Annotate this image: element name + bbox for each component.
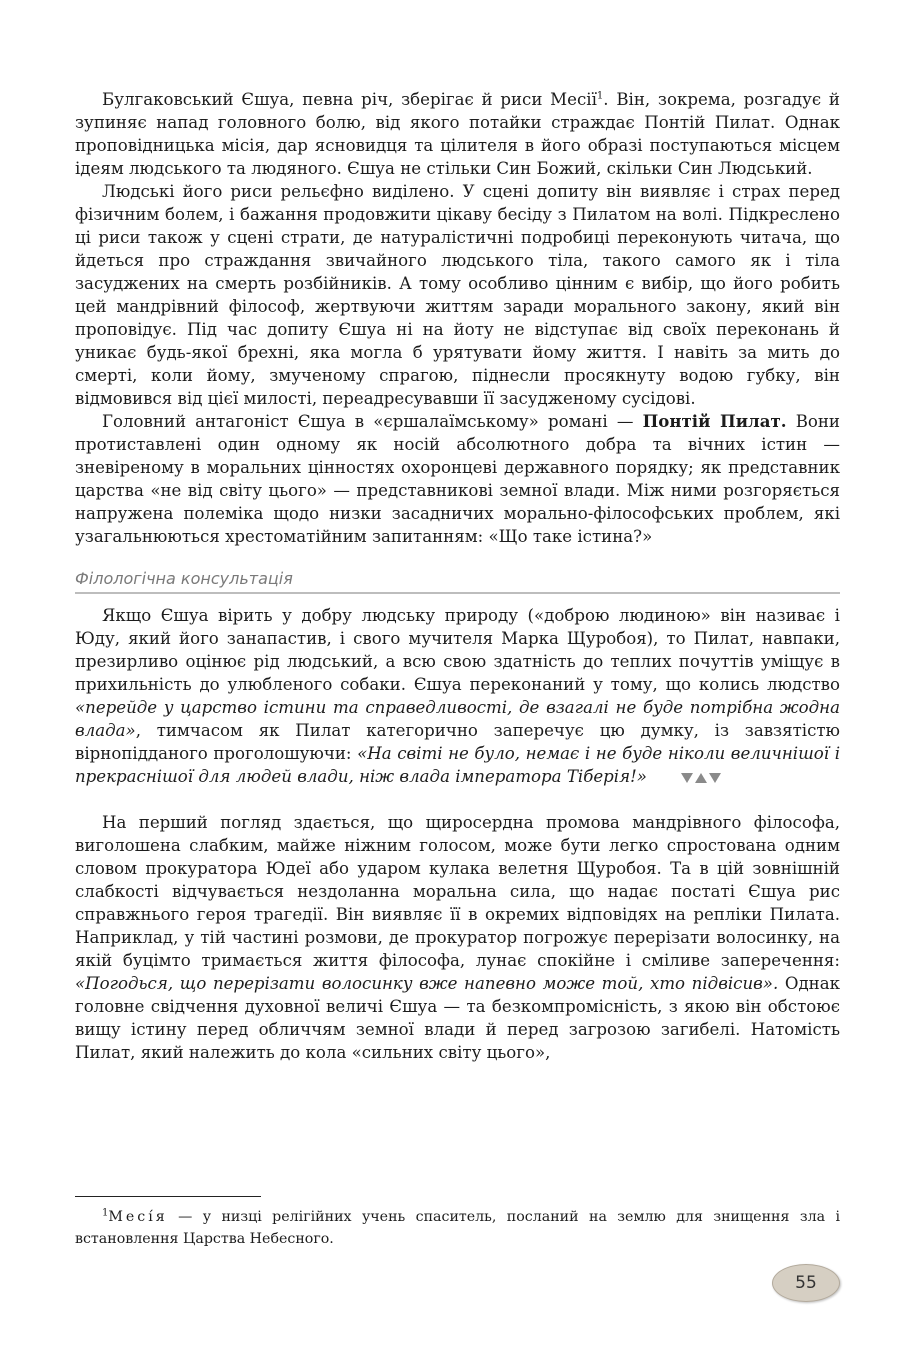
- footnote-number: 1: [102, 1207, 109, 1219]
- paragraph-text: Головний антагоніст Єшуа в «єршалаїмському» романі —: [102, 412, 643, 431]
- quote-italic: «Погодься, що перерізати волосинку вже напевно може той, хто підвісив».: [75, 974, 779, 993]
- paragraph-human-traits: Людські його риси рельєфно виділено. У сцені допиту він виявляє і страх перед фізичним болем, і бажання продовжити цікаву бесіду з Пилатом на волі. Підкреслено ці риси також у сцені страти, де натуралістичні подробиці переконують читача, що йдеться про страждання звичайного людського тіла, такого самого як і тіла засуджених на смерть розбійників. А тому особливо цінним є вибір, що його робить цей мандрівний філософ, жертвуючи життям заради морального закону, який він проповідує. Під час допиту Єшуа ні на йоту не відступає від своїх переконань й уникає будь-якої брехні, яка могла б урятувати йому життя. І навіть за мить до смерті, коли йому, змученому спрагою, піднесли просякнуту водою губку, він відмовився від цієї милості, переадресувавши її засудженому сусідові.: [75, 182, 840, 408]
- section-title: Філологічна консультація: [75, 569, 293, 588]
- triangle-down-icon: [681, 773, 693, 783]
- paragraph-antagonist: [75, 410, 840, 548]
- quote-italic: «перейде у царство істини та справедливості, де взагалі не буде потрібна жодна влада»: [75, 698, 840, 740]
- page-number: 55: [795, 1273, 817, 1293]
- philological-consultation: [75, 604, 840, 789]
- bold-name: Понтій Пилат.: [642, 411, 787, 431]
- spacer: [75, 789, 840, 811]
- footnote-ref[interactable]: 1: [596, 90, 604, 102]
- paragraph-yeshua-messiah: [75, 88, 840, 180]
- footnote-term: Месíя: [108, 1209, 168, 1225]
- paragraph-moral-strength: [75, 811, 840, 1064]
- paragraph-text: Вони протиставлені один одному як носій абсолютного добра та вічних істин — зневіреному в моральних цінностях охоронцеві державного порядку; як представник царства «не від світу цього» — представникові земної влади. Між ними розгоряється напружена полеміка щодо низки засадничих морально-філософських проблем, які узагальнюються хрестоматійним запитанням: «Що таке істина?»: [75, 412, 840, 546]
- paragraph-text: Якщо Єшуа вірить у добру людську природу («доброю людиною» він називає і Юду, який його занапастив, і свого мучителя Марка Щуробоя), то Пилат, навпаки, презирливо оцінює рід людський, а всю свою здатність до теплих почуттів уміщує в прихильність до улюбленого собаки. Єшуа переконаний у тому, що колись людство: [75, 606, 840, 694]
- main-text: [75, 88, 840, 1064]
- footnote: [75, 1206, 840, 1250]
- footnote-divider: [75, 1196, 261, 1197]
- paragraph-text: На перший погляд здається, що щиросердна промова мандрівного філософа, виголошена слабким, майже ніжним голосом, може бути легко спростована одним словом прокуратора Юдеї або ударом кулака велетня Щуробоя. Та в цій зовнішній слабкості відчувається нездоланна моральна сила, що надає постаті Єшуа рис справжнього героя трагедії. Він виявляє її в окремих відповідях на репліки Пилата. Наприклад, у тій частині розмови, де прокуратор погрожує перерізати волосинку, на якій буцімто тримається життя філософа, лунає спокійне і сміливе заперечення:: [75, 813, 840, 970]
- down-up-down-triangles-icon: [653, 766, 722, 789]
- page-number-badge: [772, 1264, 840, 1302]
- section-rule: [75, 592, 840, 594]
- triangle-up-icon: [695, 773, 707, 783]
- consultation-paragraph: [75, 604, 840, 789]
- section-heading: [75, 568, 840, 600]
- triangle-down-icon: [709, 773, 721, 783]
- quote-italic: «На світі не було, немає і не буде ніколи величнішої і прекраснішої для людей влади, ніж влада імператора Тіберія!»: [75, 744, 841, 786]
- paragraph-text: Однак головне свідчення духовної величі Єшуа — та безкомпромісність, з якою він обстоює вищу істину перед обличчям земної влади й перед загрозою загибелі. Натомість Пилат, який належить до кола «сильних світу цього»,: [75, 974, 841, 1062]
- footnote-text: — у низці релігійних учень спаситель, посланий на землю для знищення зла і встановлення Царства Небесного.: [75, 1209, 840, 1247]
- paragraph-text: . Він, зокрема, розгадує й зупиняє напад головного болю, від якого потайки страждає Понтій Пилат. Однак проповідницька місія, дар ясновидця та цілителя в його образі поступаються місцем ідеям людського та людяного. Єшуа не стільки Син Божий, скільки Син Людський.: [75, 90, 840, 178]
- paragraph-text: , тимчасом як Пилат категорично заперечує цю думку, із завзятістю вірнопідданого проголошуючи:: [75, 721, 840, 763]
- paragraph-text: Булгаковський Єшуа, певна річ, зберігає й риси Месії: [102, 90, 597, 109]
